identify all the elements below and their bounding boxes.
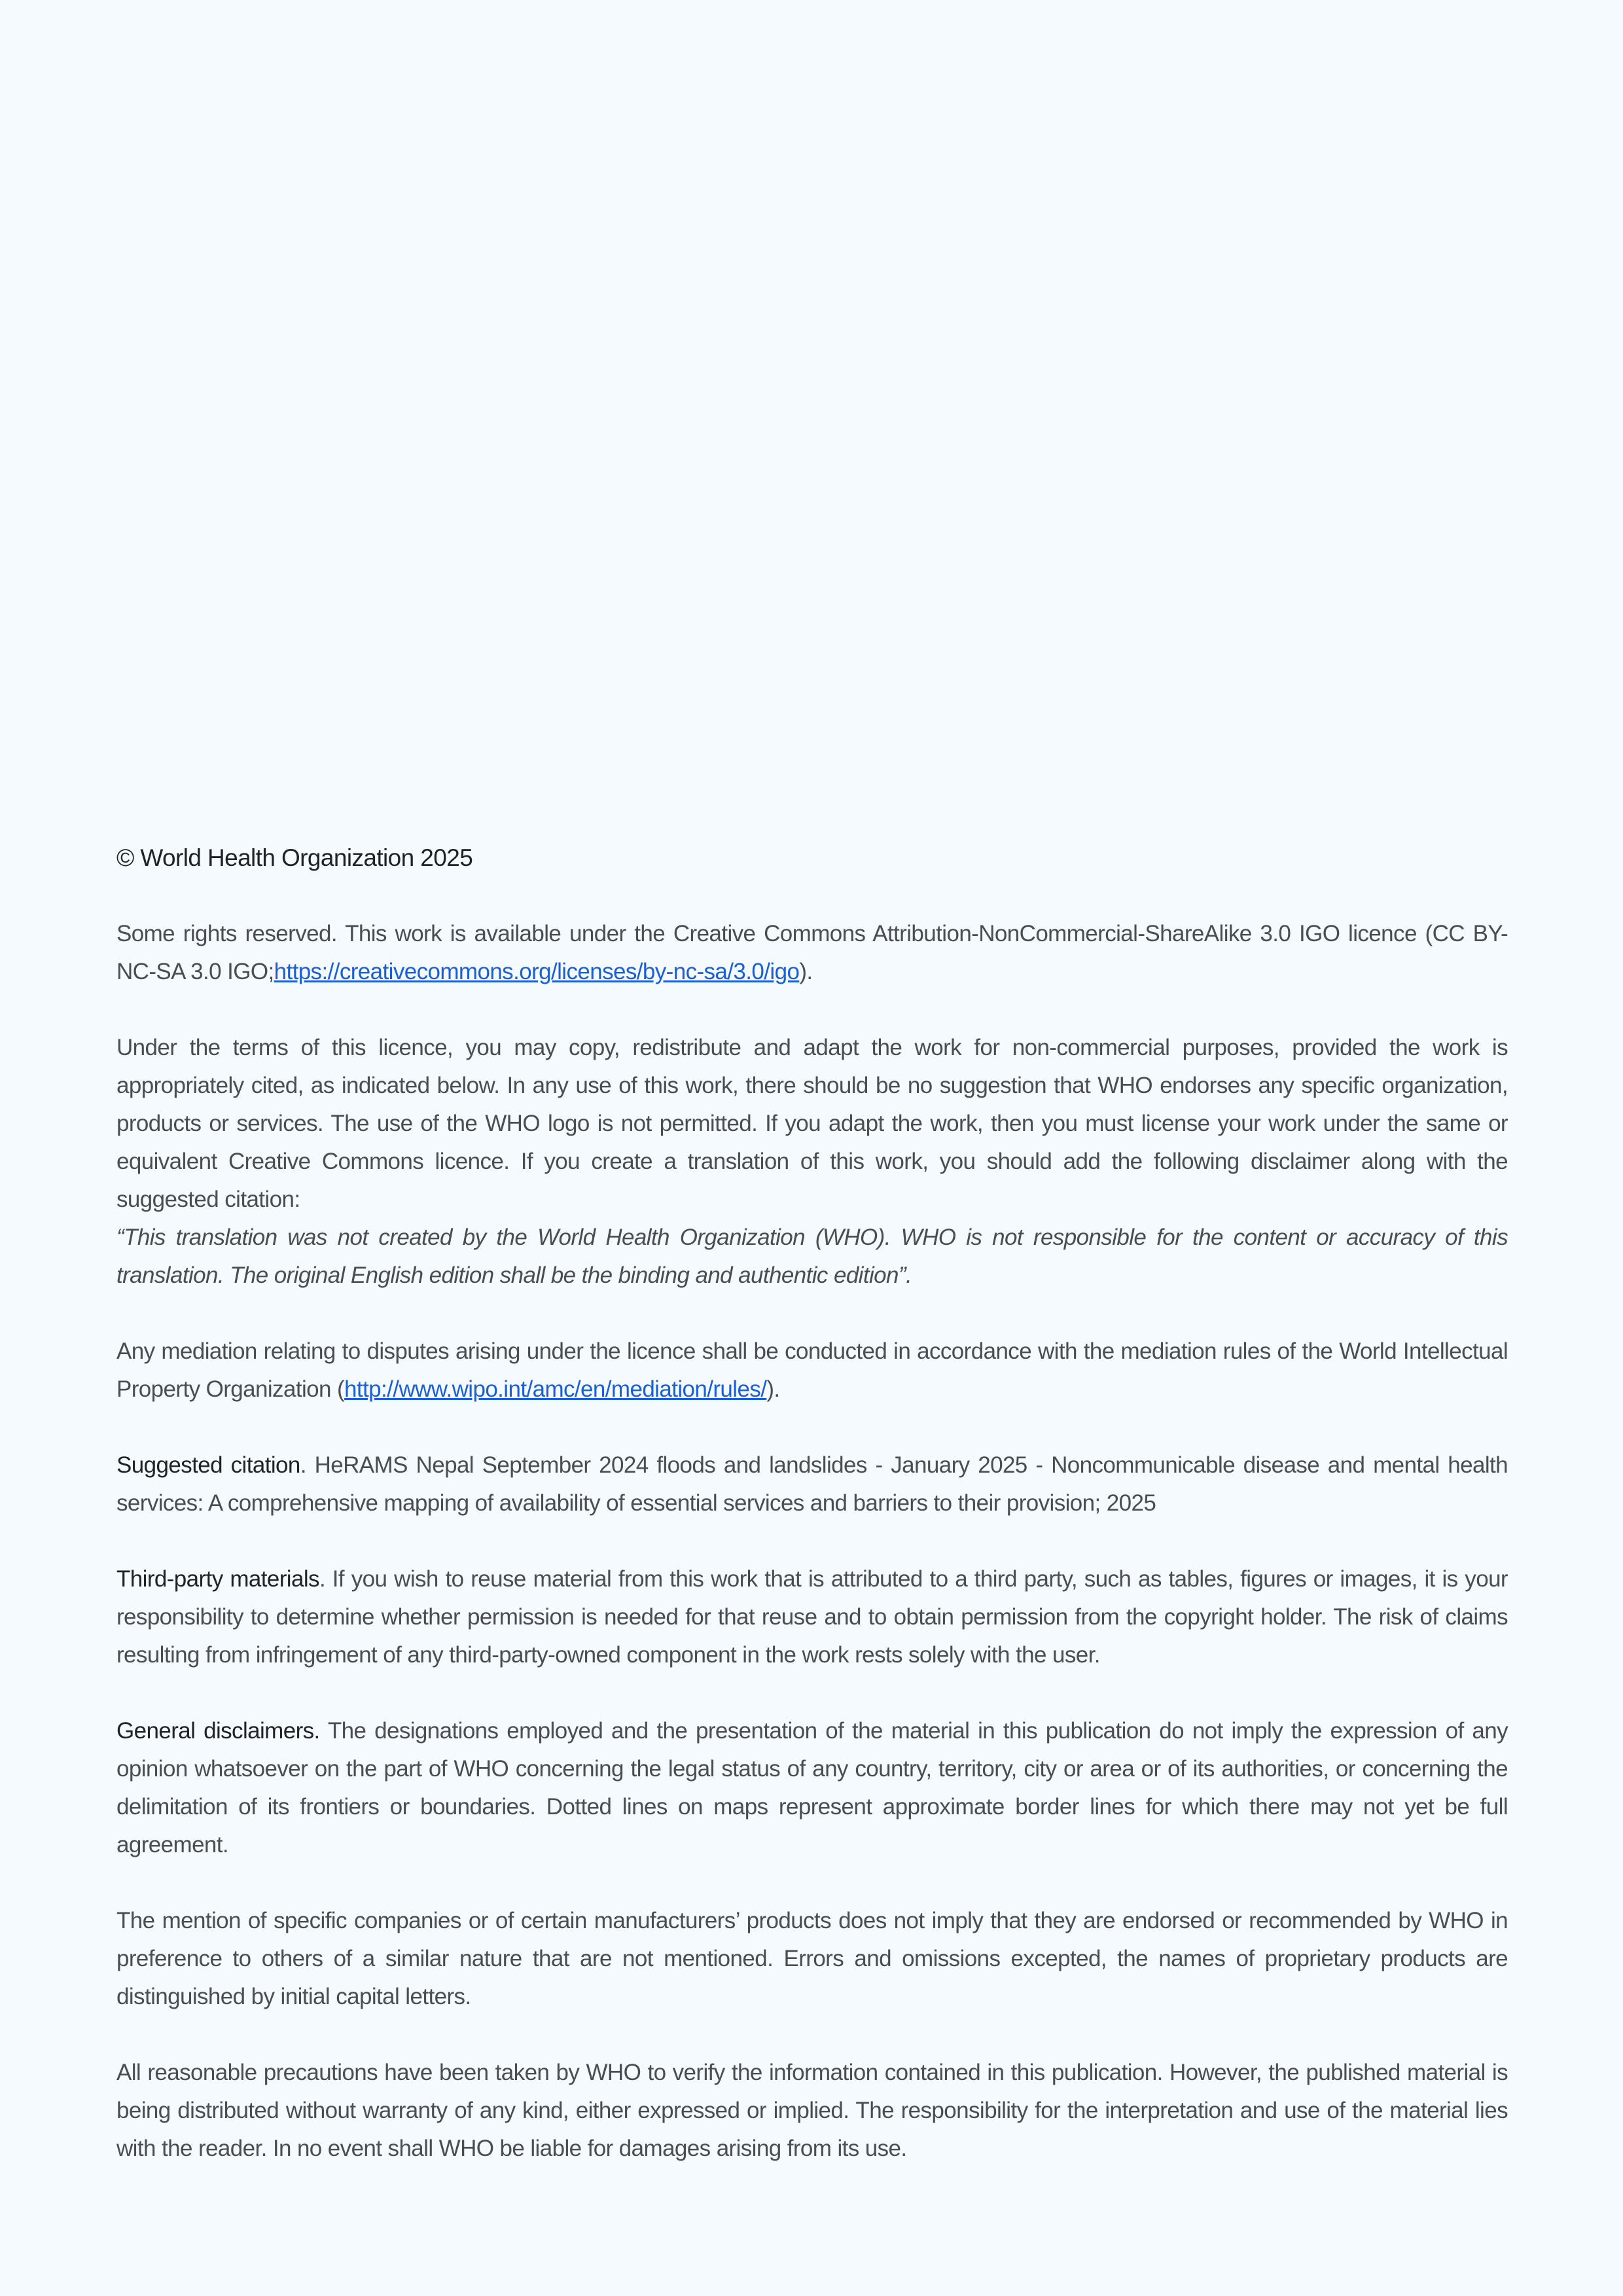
rights-end: ).	[799, 959, 813, 984]
mediation-end: ).	[766, 1376, 780, 1402]
mediation-text: Any mediation relating to disputes arising under the licence shall be conducted in accordance with the mediation rules of the World Intellectual Property Organization (	[116, 1338, 1508, 1402]
copyright-page	[116, 839, 1508, 2206]
disclaimers-text: The designations employed and the presentation of the material in this publication do not imply the expression of any opinion whatsoever on the part of WHO concerning the legal status of any country, territory, city or area or of its authorities, or concerning the delimitation of its frontiers or boundaries. Dotted lines on maps represent approximate border lines for which there may not yet be full agreement.	[116, 1718, 1508, 1857]
third-party-text: . If you wish to reuse material from this work that is attributed to a third party, such as tables, figures or images, it is your responsibility to determine whether permission is needed for that reuse and to obtain permission from the copyright holder. The risk of claims resulting from infringement of any third-party-owned component in the work rests solely with the user.	[116, 1566, 1508, 1668]
third-party-heading: Third-party materials	[116, 1566, 319, 1592]
copyright-notice: © World Health Organization 2025	[116, 844, 473, 871]
companies-paragraph: The mention of specific companies or of certain manufacturers’ products does not imply that they are endorsed or recommended by WHO in preference to others of a similar nature that are not mentioned. Errors and omissions excepted, the names of proprietary products are distinguished by initial capital letters.	[116, 1908, 1508, 2009]
rights-paragraph	[116, 915, 1508, 991]
disclaimers-heading: General disclaimers.	[116, 1718, 320, 1744]
precautions-paragraph: All reasonable precautions have been taken by WHO to verify the information contained in this publication. However, the published material is being distributed without warranty of any kind, either expressed or implied. The responsibility for the interpretation and use of the material lies with the reader. In no event shall WHO be liable for damages arising from its use.	[116, 2060, 1508, 2161]
citation-heading: Suggested citation	[116, 1452, 300, 1478]
mediation-paragraph	[116, 1333, 1508, 1408]
citation-text: . HeRAMS Nepal September 2024 floods and landslides - January 2025 - Noncommunicable disease and mental health services: A comprehensive mapping of availability of essential services and barriers to their provision; 2025	[116, 1452, 1508, 1516]
translation-disclaimer: “This translation was not created by the World Health Organization (WHO). WHO is not responsible for the content or accuracy of this translation. The original English edition shall be the binding and authentic edition”.	[116, 1225, 1508, 1288]
third-party-paragraph	[116, 1560, 1508, 1674]
licence-terms-paragraph: Under the terms of this licence, you may copy, redistribute and adapt the work for non-commercial purposes, provided the work is appropriately cited, as indicated below. In any use of this work, there should be no suggestion that WHO endorses any specific organization, products or services. The use of the WHO logo is not permitted. If you adapt the work, then you must license your work under the same or equivalent Creative Commons licence. If you create a translation of this work, you should add the following disclaimer along with the suggested citation:	[116, 1035, 1508, 1212]
disclaimers-paragraph	[116, 1712, 1508, 1864]
wipo-mediation-link[interactable]: http://www.wipo.int/amc/en/mediation/rules/	[344, 1376, 767, 1402]
creative-commons-link[interactable]: https://creativecommons.org/licenses/by-nc-sa/3.0/igo	[274, 959, 800, 984]
citation-paragraph	[116, 1446, 1508, 1522]
rights-text: Some rights reserved. This work is available under the Creative Commons Attribution-NonCommercial-ShareAlike 3.0 IGO licence (CC BY-NC-SA 3.0 IGO;	[116, 921, 1508, 984]
